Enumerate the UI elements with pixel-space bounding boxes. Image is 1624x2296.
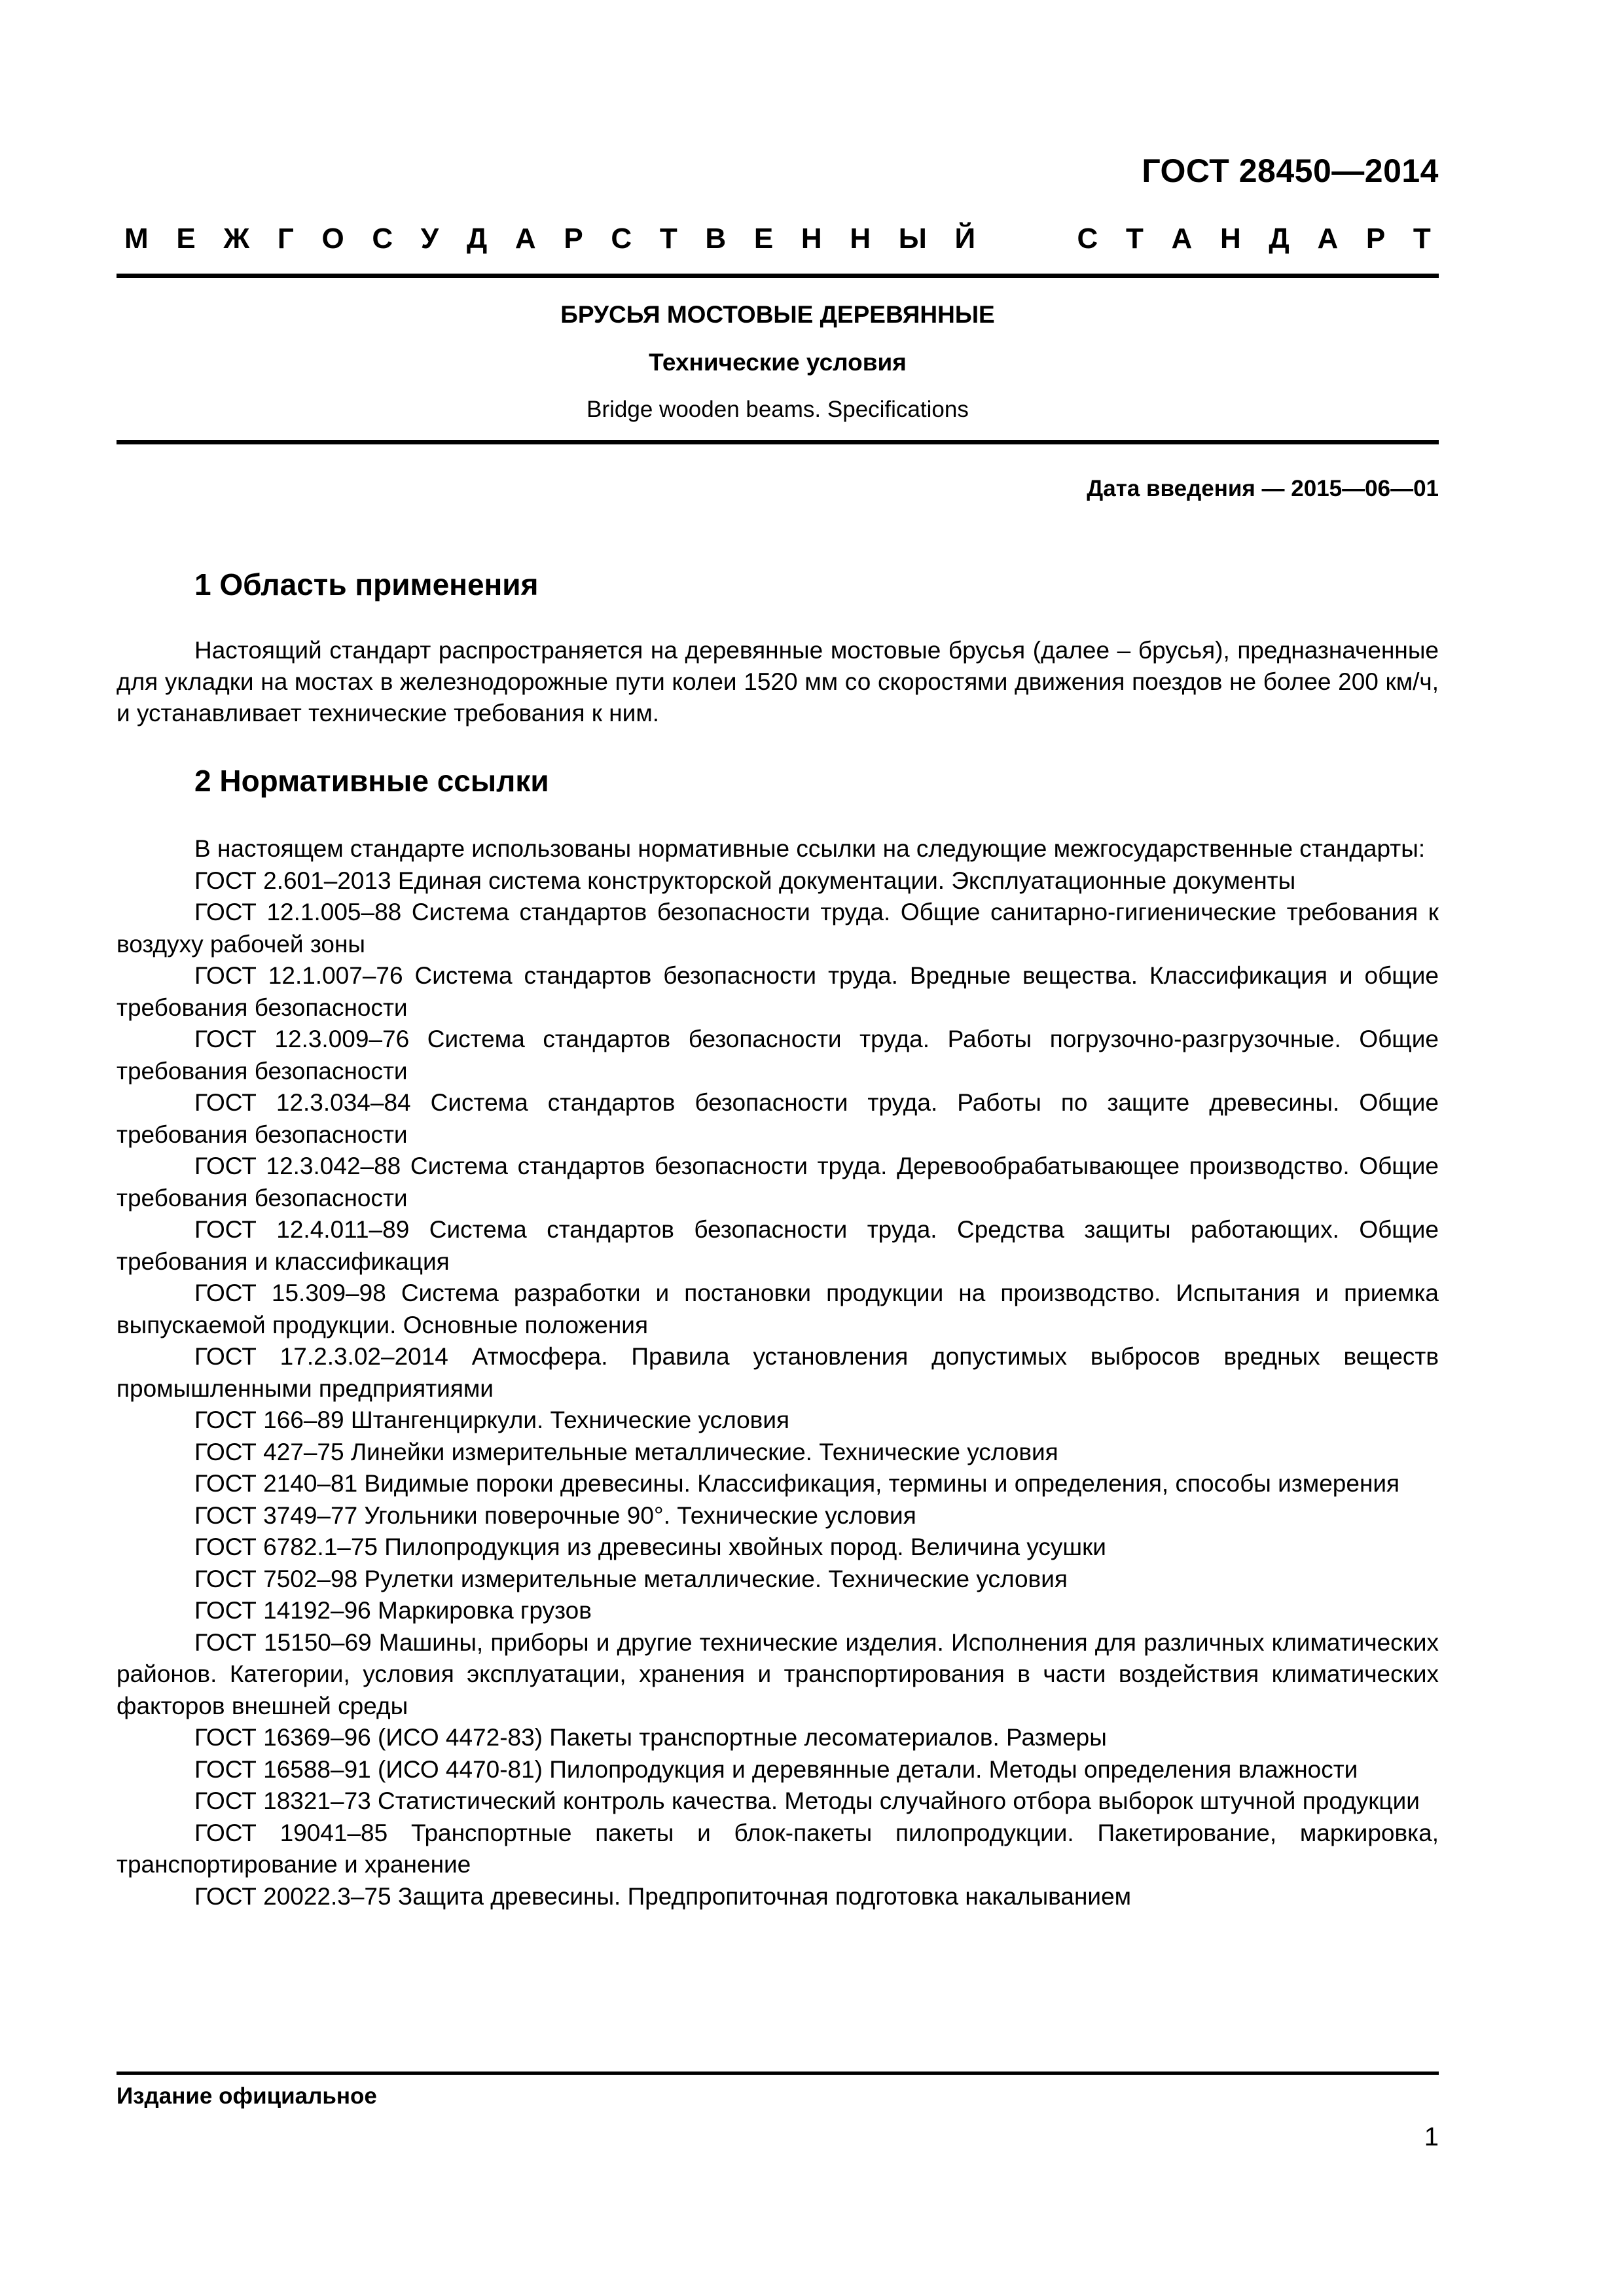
reference-item: ГОСТ 14192–96 Маркировка грузов: [194, 1597, 592, 1624]
reference-item: ГОСТ 16369–96 (ИСО 4472-83) Пакеты транспортные лесоматериалов. Размеры: [194, 1724, 1107, 1751]
edition-note: Издание официальное: [117, 2083, 377, 2109]
banner-letter: С: [372, 223, 393, 255]
reference-item: ГОСТ 7502–98 Рулетки измерительные металлические. Технические условия: [194, 1565, 1068, 1592]
banner-letter: А: [1317, 223, 1339, 255]
banner-letter: Т: [659, 223, 677, 255]
reference-item: ГОСТ 166–89 Штангенциркули. Технические условия: [194, 1407, 790, 1433]
banner-letter: Р: [1365, 223, 1386, 255]
banner-letter: Д: [1269, 223, 1290, 255]
banner-word-gap: [1003, 223, 1049, 255]
reference-item: ГОСТ 12.3.042–88 Система стандартов безопасности труда. Деревообрабатывающее производство. Общие требования безопасности: [117, 1153, 1439, 1211]
page-number: 1: [1424, 2123, 1439, 2151]
banner-letter: Й: [954, 223, 976, 255]
reference-item: ГОСТ 2.601‒2013 Единая система конструкторской документации. Эксплуатационные документы: [194, 867, 1296, 894]
doc-number: ГОСТ 28450—2014: [1142, 152, 1439, 189]
reference-item: ГОСТ 6782.1–75 Пилопродукция из древесины хвойных пород. Величина усушки: [194, 1534, 1106, 1560]
banner-letter: Н: [850, 223, 871, 255]
header-rule-bottom: [117, 440, 1439, 444]
reference-item: ГОСТ 16588–91 (ИСО 4470-81) Пилопродукция и деревянные детали. Методы определения влажности: [194, 1755, 1358, 1783]
banner-letter: Д: [466, 223, 488, 255]
reference-item: ГОСТ 18321–73 Статистический контроль качества. Методы случайного отбора выборок штучной продукции: [194, 1787, 1420, 1814]
header-rule-top: [117, 274, 1439, 278]
banner-letter: Т: [1413, 223, 1431, 255]
banner-letter: Е: [176, 223, 196, 255]
reference-item: ГОСТ 12.4.011–89 Система стандартов безопасности труда. Средства защиты работающих. Общие требования и классификация: [117, 1216, 1439, 1275]
reference-item: ГОСТ 12.1.005–88 Система стандартов безопасности труда. Общие санитарно-гигиенические требования к воздуху рабочей зоны: [117, 899, 1439, 958]
reference-item: ГОСТ 12.3.009–76 Система стандартов безопасности труда. Работы погрузочно-разгрузочные. Общие требования безопасности: [117, 1026, 1439, 1085]
banner-letter: С: [1077, 223, 1098, 255]
reference-item: ГОСТ 12.1.007–76 Система стандартов безопасности труда. Вредные вещества. Классификация и общие требования безопасности: [117, 962, 1439, 1021]
banner-letter: Е: [753, 223, 774, 255]
reference-item: ГОСТ 20022.3–75 Защита древесины. Предпропиточная подготовка накалыванием: [194, 1882, 1132, 1910]
reference-item: ГОСТ 12.3.034–84 Система стандартов безопасности труда. Работы по защите древесины. Общие требования безопасности: [117, 1089, 1439, 1148]
banner-letter: Н: [1219, 223, 1241, 255]
banner-letter: Ы: [898, 223, 927, 255]
reference-item: ГОСТ 19041–85 Транспортные пакеты и блок-пакеты пилопродукции. Пакетирование, маркировка, транспортирование и хранение: [117, 1819, 1439, 1878]
doc-subtitle: Технические условия: [649, 349, 907, 376]
banner-letter: С: [611, 223, 632, 255]
banner-letter: Н: [801, 223, 822, 255]
banner-letter: Т: [1125, 223, 1144, 255]
banner-letter: У: [420, 223, 439, 255]
normative-references-list: [117, 833, 1439, 1912]
doc-title: БРУСЬЯ МОСТОВЫЕ ДЕРЕВЯННЫЕ: [560, 301, 995, 328]
banner-letter: Ж: [223, 223, 250, 255]
section-1-heading: 1 Область применения: [194, 567, 539, 601]
document-page: [117, 0, 1439, 2296]
banner-letter: А: [1171, 223, 1193, 255]
reference-item: ГОСТ 2140–81 Видимые пороки древесины. Классификация, термины и определения, способы измерения: [194, 1470, 1400, 1497]
interstate-standard-banner: [117, 223, 1439, 255]
reference-item: ГОСТ 17.2.3.02–2014 Атмосфера. Правила установления допустимых выбросов вредных веществ промышленными предприятиями: [117, 1343, 1439, 1402]
reference-item: ГОСТ 15150–69 Машины, приборы и другие технические изделия. Исполнения для различных климатических районов. Категории, условия эксплуатации, хранения и транспортирования в части воздействия климатических факторов внешней среды: [117, 1628, 1439, 1719]
doc-title-english: Bridge wooden beams. Specifications: [586, 397, 969, 422]
banner-letter: А: [514, 223, 536, 255]
section-2-heading: 2 Нормативные ссылки: [194, 764, 549, 798]
reference-item: ГОСТ 3749–77 Угольники поверочные 90°. Технические условия: [194, 1501, 916, 1529]
intro-date: Дата введения — 2015—06—01: [1087, 476, 1439, 501]
section-1-text: Настоящий стандарт распространяется на деревянные мостовые брусья (далее – брусья), предназначенные для укладки на мостах в железнодорожные пути колеи 1520 мм со скоростями движения поездов не более 200 км/ч, и устанавливает технические требования к ним.: [117, 637, 1439, 726]
banner-letter: О: [321, 223, 344, 255]
banner-letter: Г: [277, 223, 294, 255]
reference-item: ГОСТ 427–75 Линейки измерительные металлические. Технические условия: [194, 1438, 1058, 1465]
reference-item: ГОСТ 15.309–98 Система разработки и постановки продукции на производство. Испытания и приемка выпускаемой продукции. Основные положения: [117, 1280, 1439, 1338]
footer-rule: [117, 2072, 1439, 2075]
banner-letter: Р: [564, 223, 583, 255]
banner-letter: В: [705, 223, 727, 255]
section-2-intro: В настоящем стандарте использованы нормативные ссылки на следующие межгосударственные стандарты:: [194, 835, 1426, 862]
banner-letter: М: [124, 223, 149, 255]
